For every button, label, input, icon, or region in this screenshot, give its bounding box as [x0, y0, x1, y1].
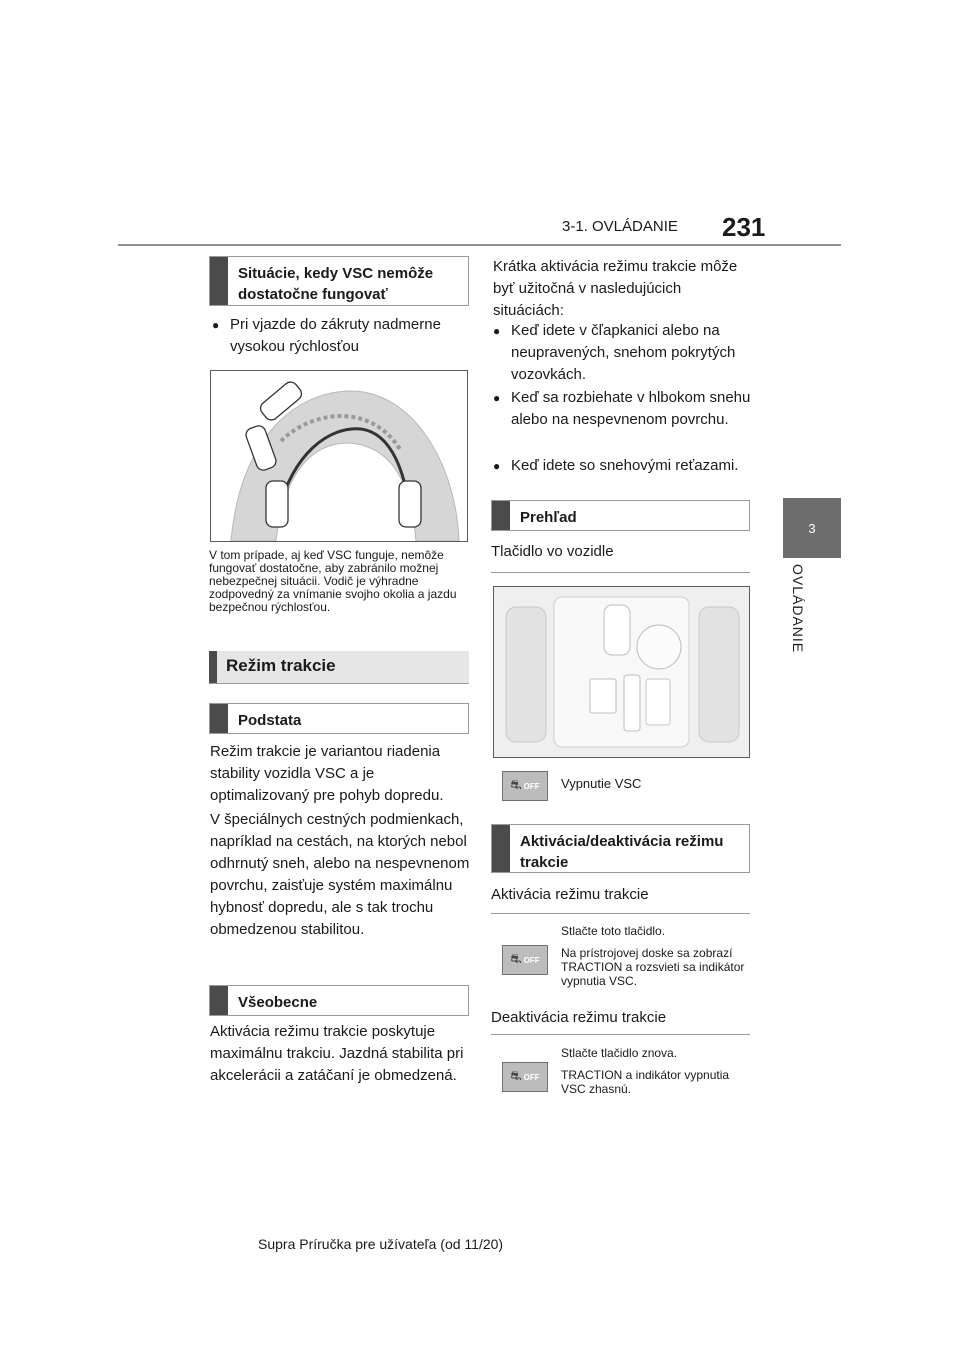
page-number: 231 — [722, 212, 766, 242]
deactivation-step-2: TRACTION a indikátor vypnutia VSC zhasnú. — [561, 1068, 730, 1096]
paragraph-traction-definition: Režim trakcie je variantou riadenia stability vozidla VSC a je optimalizovaný pre pohyb dopredu. — [210, 743, 444, 804]
box-prehlad-title: Prehľad — [520, 509, 577, 526]
curve-skid-illustration — [210, 370, 468, 542]
vsc-off-button-icon: ⛐ OFF — [502, 771, 548, 801]
off-label: OFF — [523, 955, 540, 965]
footer-manual-title: Supra Príručka pre užívateľa (od 11/20) — [258, 1236, 504, 1252]
vsc-off-button-icon: ⛐ OFF — [502, 945, 548, 975]
activation-step-1: Stlačte toto tlačidlo. — [561, 924, 666, 938]
bullet-slush: ● Keď idete v čľapkanici alebo na neupravených, snehom pokrytých vozovkách. — [493, 320, 755, 386]
bullet-deep-snow: ● Keď sa rozbiehate v hlbokom snehu alebo na nespevnenom povrchu. — [493, 387, 755, 431]
box-vseobecne-title: Všeobecne — [238, 994, 318, 1011]
box-vsc-limits — [209, 256, 469, 306]
section-header-traction — [209, 651, 469, 684]
paragraph-traction-conditions: V špeciálnych cestných podmienkach, napríklad na cestách, na ktorých nebol odhrnutý sneh, alebo na nespevnenom povrchu, zaisťuje systém maximálnu hybnosť dopredu, ale s tak trochu obmedzenou stabilitou. — [210, 811, 470, 938]
chapter-title: 3-1. OVLÁDANIE — [562, 218, 678, 235]
subhead-deactivate-traction: Deaktivácia režimu trakcie — [491, 1009, 750, 1035]
vsc-off-button-icon: ⛐ OFF — [502, 1062, 548, 1092]
section-title: Režim trakcie — [226, 656, 336, 675]
box-podstata — [209, 703, 469, 734]
box-podstata-title: Podstata — [238, 712, 302, 729]
off-label: OFF — [523, 1072, 540, 1082]
bullet-snow-chains: ● Keď idete so snehovými reťazami. — [493, 455, 755, 477]
subhead-button-in-vehicle: Tlačidlo vo vozidle — [491, 543, 750, 573]
paragraph-short-activation: Krátka aktivácia režimu trakcie môže byť užitočná v nasledujúcich situáciách: — [493, 258, 738, 319]
box-vsc-limits-title: Situácie, kedy VSC nemôže dostatočne fungovať — [238, 265, 434, 303]
box-activation — [491, 824, 750, 873]
header-rule — [118, 244, 841, 246]
deactivation-step-1: Stlačte tlačidlo znova. — [561, 1046, 678, 1060]
illustration-caption: V tom prípade, aj keď VSC funguje, nemôže fungovať dostatočne, aby zabránilo možnej nebezpečnej situácii. Vodič je výhradne zodpovedný za vnímanie svojho okolia a jazdu bezpečnou rýchlosťou. — [209, 548, 457, 614]
chapter-tab: 3 — [783, 498, 841, 558]
paragraph-traction-effect: Aktivácia režimu trakcie poskytuje maximálnu trakciu. Jazdná stabilita pri akcelerácii a zatáčaní je obmedzená. — [210, 1023, 464, 1084]
bullet-curve-speed: ● Pri vjazde do zákruty nadmerne vysokou rýchlosťou — [212, 314, 470, 358]
activation-step-2: Na prístrojovej doske sa zobrazí TRACTION a rozsvieti sa indikátor vypnutia VSC. — [561, 946, 745, 988]
center-console-photo — [493, 586, 750, 758]
box-prehlad — [491, 500, 750, 531]
subhead-activate-traction: Aktivácia režimu trakcie — [491, 886, 750, 914]
box-activation-title: Aktivácia/deaktivácia režimu trakcie — [520, 833, 724, 871]
box-vseobecne — [209, 985, 469, 1016]
vsc-off-label: Vypnutie VSC — [561, 776, 642, 791]
chapter-tab-label: OVLÁDANIE — [790, 564, 806, 654]
off-label: OFF — [523, 781, 540, 791]
